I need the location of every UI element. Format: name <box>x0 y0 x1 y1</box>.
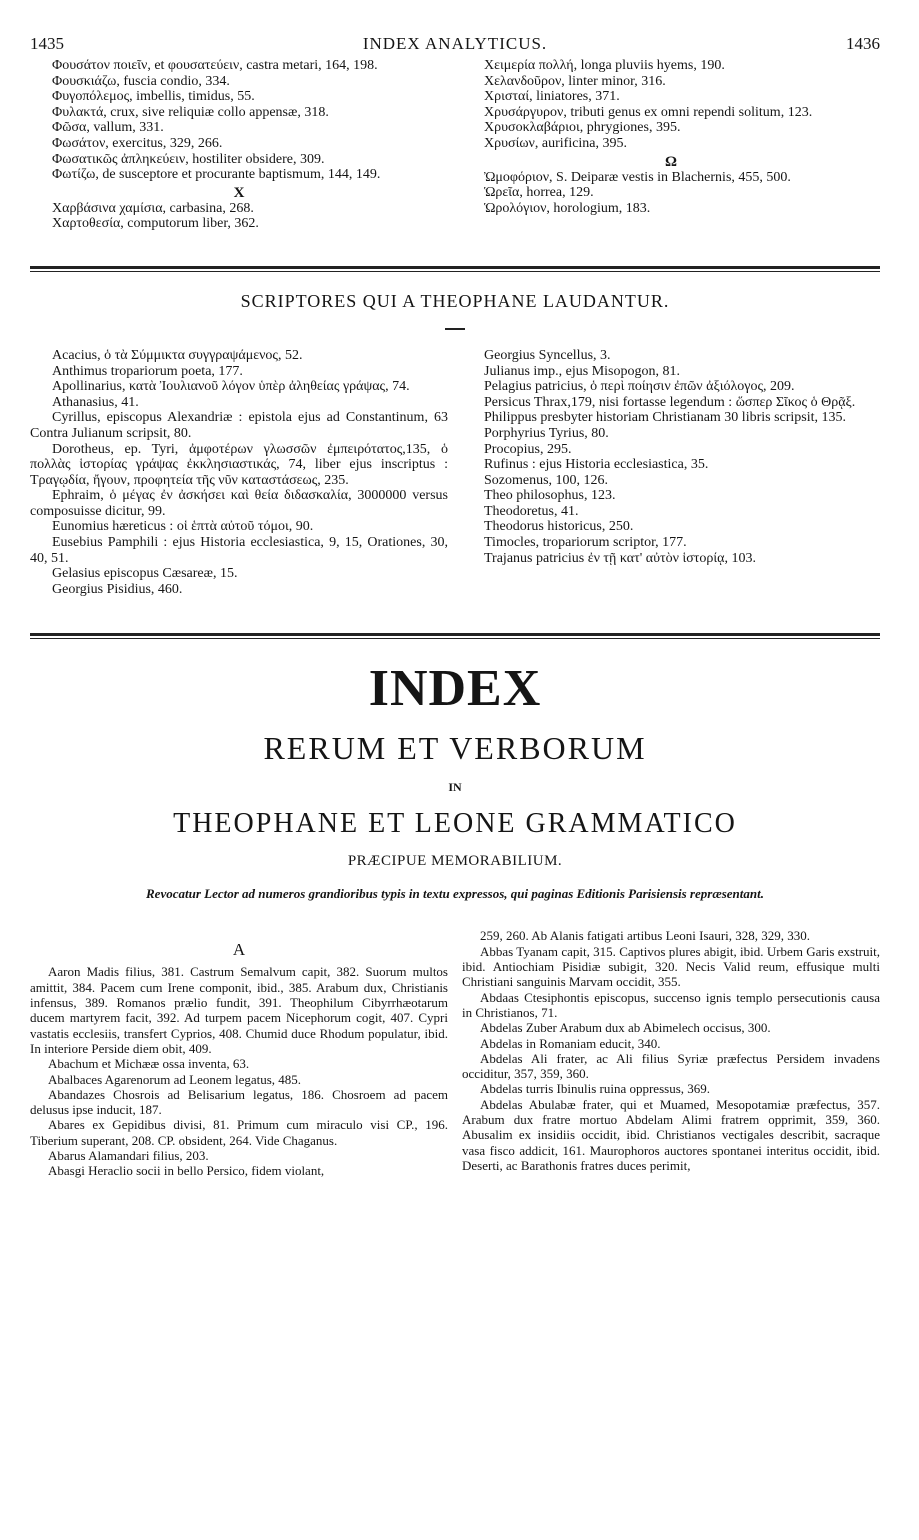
scriptor-entry: Georgius Syncellus, 3. <box>484 347 611 363</box>
letter-heading: A <box>232 940 246 960</box>
rerum-entry: Abdelas Ali frater, ac Ali filius Syriæ præfectus Persidem invadens occiditur, 357, 359, 360. <box>462 1050 880 1082</box>
scriptor-entry: Timocles, tropariorum scriptor, 177. <box>484 535 687 551</box>
index-entry: Φυγοπόλεμος, imbellis, timidus, 55. <box>52 89 255 105</box>
running-title: INDEX ANALYTICUS. <box>362 34 548 53</box>
scriptor-entry: Theo philosophus, 123. <box>484 488 616 504</box>
scriptor-entry: Porphyrius Tyrius, 80. <box>484 425 609 441</box>
scriptor-entry: Cyrillus, episcopus Alexandriæ : epistola ejus ad Constantinum, 63 Contra Julianum scripsit, 80. <box>30 410 448 441</box>
short-dash <box>445 328 465 330</box>
scriptor-entry: Dorotheus, ep. Tyri, ἀμφοτέρων γλωσσῶν ἐμπειρότατος,135, ὁ πολλὰς ἱστορίας γράψας ἐκκλησιαστικάς, 74, liber ejus inscriptus : Τραγῳδία, ἤγουν, προφητεία τῆς νῦν καταστάσεως, 235. <box>30 441 448 488</box>
index-entry: Φωσάτον, exercitus, 329, 266. <box>52 135 223 151</box>
index-entry: Φωτίζω, de susceptore et procurante baptismum, 144, 149. <box>52 167 381 183</box>
rerum-index-right-column <box>462 928 880 1178</box>
scriptores-title: SCRIPTORES QUI A THEOPHANE LAUDANTUR. <box>240 290 670 311</box>
right-page-number: 1436 <box>846 34 880 53</box>
rerum-entry: Abdelas turris Ibinulis ruina oppressus, 369. <box>480 1081 711 1097</box>
reader-note: Revocatur Lector ad numeros grandioribus typis in textu expressos, qui paginas Editionis Parisiensis repræsentant. <box>146 886 764 902</box>
index-entry: Χρυσάργυρον, tributi genus ex omni rependi solitum, 123. <box>484 104 813 120</box>
left-page-number: 1435 <box>30 34 64 53</box>
index-entry: Φουσάτον ποιεῖν, et φουσατεύειν, castra metari, 164, 198. <box>52 58 378 73</box>
subtitle-theophane: THEOPHANE ET LEONE GRAMMATICO <box>173 808 737 840</box>
index-entry: Φῶσα, vallum, 331. <box>52 120 164 136</box>
rerum-entry: Abdelas Abulabæ frater, qui et Muamed, Mesopotamiæ præfectus, 357. Arabum dux fratre mortuo Abdelam Alimi fratrem opprimit, 359, 360. Abusalim ex insidiis occidit, ibid. Christianos vectigales describit, sacraque vasa fisco addicit, 161. Maurophoros auctores spontanei interitus occidit, ibid. Deserti, ac Barathonis fratres duces perimit, <box>462 1096 880 1173</box>
scriptor-entry: Gelasius episcopus Cæsareæ, 15. <box>52 566 238 582</box>
rerum-entry: Abandazes Chosrois ad Belisarium legatus, 186. Chosroem ad pacem delusus ipse inducit, 187. <box>30 1086 448 1118</box>
index-entry: Χρυσοκλαβάριοι, phrygiones, 395. <box>484 120 681 136</box>
rerum-entry: Abbas Tyanam capit, 315. Captivos plures abigit, ibid. Urbem Garis exstruit, ibid. Antiochiam Pisidiæ subigit, 320. Necis Valid reum, effusique multi Christiani sanguinis Marvam occidit, 355. <box>462 943 880 990</box>
scriptor-entry: Rufinus : ejus Historia ecclesiastica, 35. <box>484 457 709 473</box>
scriptor-entry: Ephraim, ὁ μέγας ἐν ἀσκήσει καὶ θεία διδασκαλία, 3000000 versus composuisse dicitur, 99. <box>30 488 448 519</box>
analytic-index-columns <box>30 58 880 232</box>
scriptor-entry: Trajanus patricius ἐν τῇ κατ' αὐτὸν ἱστορίᾳ, 103. <box>484 550 757 566</box>
index-entry: Ὡρολόγιον, horologium, 183. <box>484 200 651 216</box>
scriptor-entry: Anthimus tropariorum poeta, 177. <box>52 363 243 379</box>
index-entry: Χρυσίων, aurificina, 395. <box>484 135 628 151</box>
subtitle-in: IN <box>448 780 462 795</box>
index-entry: Χειμερία πολλή, longa pluviis hyems, 190. <box>484 58 725 73</box>
running-header <box>30 34 880 56</box>
rerum-index-left-column <box>30 940 448 1178</box>
index-entry: Φωσατικῶς ἀπληκεύειν, hostiliter obsidere, 309. <box>52 151 325 167</box>
letter-heading: Ω <box>664 153 677 170</box>
index-entry: Φουσκιάζω, fuscia condio, 334. <box>52 73 230 89</box>
analytic-index-left-column <box>30 58 448 232</box>
rerum-entry: Abasgi Heraclio socii in bello Persico, fidem violant, <box>48 1163 325 1179</box>
scriptor-entry: Theodorus historicus, 250. <box>484 519 634 535</box>
scriptor-entry: Theodoretus, 41. <box>484 503 579 519</box>
rerum-entry: 259, 260. Ab Alanis fatigati artibus Leoni Isauri, 328, 329, 330. <box>480 928 811 944</box>
index-entry: Ὡρεῖα, horrea, 129. <box>484 185 594 201</box>
rerum-entry: Abarus Alamandari filius, 203. <box>48 1148 209 1163</box>
double-rule <box>30 266 880 269</box>
index-entry: Χελανδοῦρον, linter minor, 316. <box>484 73 666 89</box>
rerum-entry: Abdelas Zuber Arabum dux ab Abimelech occisus, 300. <box>480 1020 771 1036</box>
index-entry: Χαρβάσινα χαμίσια, carbasina, 268. <box>52 200 254 216</box>
rerum-entry: Abares ex Gepidibus divisi, 81. Primum cum miraculo visi CP., 196. Tiberium superant, 208. CP. obsident, 264. Vide Chaganus. <box>30 1117 448 1148</box>
scriptor-entry: Persicus Thrax,179, nisi fortasse legendum : ὥσπερ Σῖκος ὁ Θρᾷξ. <box>484 394 856 410</box>
scriptores-right-column <box>462 348 880 598</box>
scriptor-entry: Julianus imp., ejus Misopogon, 81. <box>484 363 681 379</box>
page <box>30 34 880 1179</box>
scriptor-entry: Georgius Pisidius, 460. <box>52 581 183 597</box>
scriptor-entry: Eusebius Pamphili : ejus Historia ecclesiastica, 9, 15, Orationes, 30, 40, 51. <box>30 535 448 566</box>
scriptor-entry: Eunomius hæreticus : οἱ ἑπτὰ αὐτοῦ τόμοι, 90. <box>52 519 314 535</box>
rerum-entry: Abdelas in Romaniam educit, 340. <box>480 1035 661 1051</box>
scriptor-entry: Sozomenus, 100, 126. <box>484 472 609 488</box>
rerum-entry: Aaron Madis filius, 381. Castrum Semalvum capit, 382. Suorum multos amittit, 384. Pacem cum Irene componit, ibid., 385. Arabum dux, Christianis infensus, 389. Romanos prælio fundit, 391. Theophilum Cibyrrhæotarum ducem martyrem facit, 392. Ad turpem pacem Nicephorum cogit, 407. Cypri vastatis ecclesiis, transfert Cyprios, 408. Chumid duce Rhodum populatur, ibid. In interiore Perside diem obit, 409. <box>30 964 448 1056</box>
index-entry: Χαρτοθεσία, computorum liber, 362. <box>52 216 259 232</box>
double-rule <box>30 633 880 636</box>
rerum-entry: Abachum et Michææ ossa inventa, 63. <box>48 1056 250 1072</box>
index-entry: Χρισταί, liniatores, 371. <box>484 89 620 105</box>
rerum-entry: Abdaas Ctesiphontis episcopus, succenso ignis templo persecutionis causa in Christianos, 71. <box>462 989 880 1020</box>
scriptor-entry: Apollinarius, κατὰ Ἰουλιανοῦ λόγον ὑπὲρ ἀληθείας γράψας, 74. <box>52 379 410 395</box>
scriptores-columns <box>30 348 880 598</box>
scriptor-entry: Pelagius patricius, ὁ περὶ ποίησιν ἐπῶν ἀξιόλογος, 209. <box>484 379 795 395</box>
scriptor-entry: Philippus presbyter historiam Christianam 30 libris scripsit, 135. <box>484 410 847 426</box>
rerum-index-columns <box>30 928 880 1179</box>
index-entry: Φυλακτά, crux, sive reliquiæ collo appensæ, 318. <box>52 104 329 120</box>
scriptor-entry: Athanasius, 41. <box>52 394 139 410</box>
subtitle-rerum: RERUM ET VERBORUM <box>263 730 647 767</box>
analytic-index-right-column <box>462 58 880 232</box>
scriptores-left-column <box>30 348 448 598</box>
scriptor-entry: Acacius, ὁ τὰ Σύμμικτα συγγραψάμενος, 52. <box>52 347 303 363</box>
index-entry: Ὠμοφόριον, S. Deiparæ vestis in Blachernis, 455, 500. <box>484 169 791 185</box>
scriptor-entry: Procopius, 295. <box>484 441 572 457</box>
letter-heading: X <box>233 184 245 201</box>
index-title: INDEX <box>368 660 542 718</box>
rerum-entry: Abalbaces Agarenorum ad Leonem legatus, 485. <box>48 1071 302 1087</box>
subtitle-memorabilium: PRÆCIPUE MEMORABILIUM. <box>347 853 563 870</box>
